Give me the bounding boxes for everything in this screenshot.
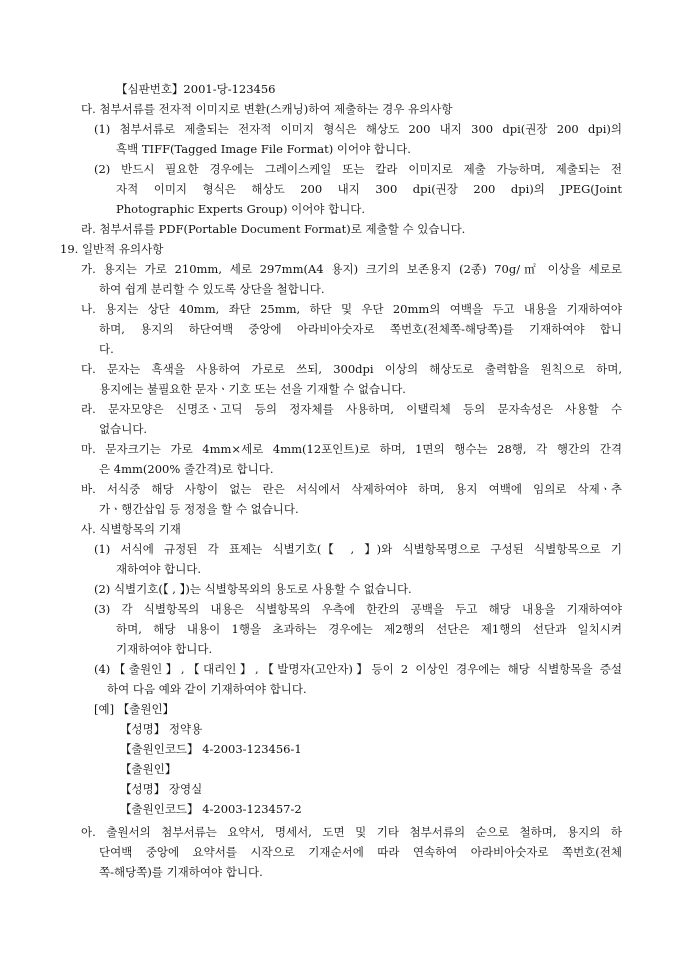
text-line: 쪽-해당쪽)를 기재하여야 합니다.	[99, 865, 263, 879]
text-line: 하여 다음 예와 같이 기재하여야 합니다.	[107, 682, 307, 696]
text-line: 재하여야 합니다.	[116, 562, 202, 576]
trial-number-line: 【심판번호】2001-당-123456	[116, 82, 276, 96]
text-line: 은 4mm(200% 줄간격)로 합니다.	[99, 462, 274, 476]
example-line: 【출원인코드】 4-2003-123456-1	[120, 742, 302, 756]
text-line: 가. 용지는 가로 210mm, 세로 297mm(A4 용지) 크기의 보존용지 (2종) 70g/㎡ 이상을 세로로	[81, 262, 622, 276]
section-sa-heading: 사. 식별항목의 기재	[81, 522, 181, 536]
example-line: 【성명】 정약용	[120, 722, 203, 736]
text-line: 하며, 해당 내용이 1행을 초과하는 경우에는 제2행의 선단은 제1행의 선단과 일치시켜	[116, 622, 622, 636]
text-line: (1) 첨부서류로 제출되는 전자적 이미지 형식은 해상도 200 내지 300 dpi(권장 200 dpi)의	[94, 122, 622, 136]
text-line: (2) 반드시 필요한 경우에는 그레이스케일 또는 칼라 이미지로 제출 가능하며, 제출되는 전	[94, 162, 622, 176]
text-line: 용지에는 불필요한 문자ㆍ기호 또는 선을 기재할 수 없습니다.	[99, 382, 406, 396]
text-line: 하여 쉽게 분리할 수 있도록 상단을 철합니다.	[99, 282, 325, 296]
section-ra-line: 라. 첨부서류를 PDF(Portable Document Format)로 제출할 수 있습니다.	[81, 222, 466, 236]
text-line: 하며, 용지의 하단여백 중앙에 아라비아숫자로 쪽번호(전체쪽-해당쪽)를 기재하여야 합니	[99, 322, 622, 336]
text-line: (2) 식별기호(【 , 】)는 식별항목외의 용도로 사용할 수 없습니다.	[94, 582, 412, 596]
example-label: [예] 【출원인】	[94, 702, 175, 716]
text-line: Photographic Experts Group) 이어야 합니다.	[116, 202, 366, 216]
text-line: 마. 문자크기는 가로 4mm×세로 4mm(12포인트)로 하며, 1면의 행수는 28행, 각 행간의 간격	[81, 442, 622, 456]
text-line: 흑백 TIFF(Tagged Image File Format) 이어야 합니다.	[116, 142, 411, 156]
example-line: 【성명】 장영실	[120, 782, 203, 796]
text-line: 다.	[99, 342, 114, 356]
text-line: 단여백 중앙에 요약서를 시작으로 기재순서에 따라 연속하여 아라비아숫자로 쪽번호(전체	[99, 845, 622, 859]
text-line: 라. 문자모양은 신명조ㆍ고딕 등의 정자체를 사용하며, 이탤릭체 등의 문자속성은 사용할 수	[81, 402, 622, 416]
example-line: 【출원인】	[120, 762, 177, 776]
text-line: (4)【출원인】,【대리인】,【발명자(고안자)】등이 2 이상인 경우에는 해당 식별항목을 증설	[94, 662, 622, 676]
section-19-heading: 19. 일반적 유의사항	[60, 242, 164, 256]
text-line: 아. 출원서의 첨부서류는 요약서, 명세서, 도면 및 기타 첨부서류의 순으로 철하며, 용지의 하	[81, 825, 622, 839]
text-line: 기재하여야 합니다.	[116, 642, 213, 656]
text-line: 없습니다.	[99, 422, 148, 436]
example-line: 【출원인코드】 4-2003-123457-2	[120, 802, 302, 816]
text-line: 다. 문자는 흑색을 사용하여 가로로 쓰되, 300dpi 이상의 해상도로 출력함을 원칙으로 하며,	[81, 362, 622, 376]
text-line: (3) 각 식별항목의 내용은 식별항목의 우측에 한칸의 공백을 두고 해당 내용을 기재하여야	[94, 602, 622, 616]
text-line: 가ㆍ행간삽입 등 정정을 할 수 없습니다.	[99, 502, 299, 516]
section-da-heading: 다. 첨부서류를 전자적 이미지로 변환(스캐닝)하여 제출하는 경우 유의사항	[81, 102, 453, 116]
text-line: 나. 용지는 상단 40mm, 좌단 25mm, 하단 및 우단 20mm의 여백을 두고 내용을 기재하여야	[81, 302, 622, 316]
text-line: (1) 서식에 규정된 각 표제는 식별기호(【 , 】)와 식별항목명으로 구성된 식별항목으로 기	[94, 542, 622, 556]
text-line: 바. 서식중 해당 사항이 없는 란은 서식에서 삭제하여야 하며, 용지 여백에 임의로 삭제ㆍ추	[81, 482, 622, 496]
text-line: 자적 이미지 형식은 해상도 200 내지 300 dpi(권장 200 dpi)의 JPEG(Joint	[116, 182, 622, 196]
